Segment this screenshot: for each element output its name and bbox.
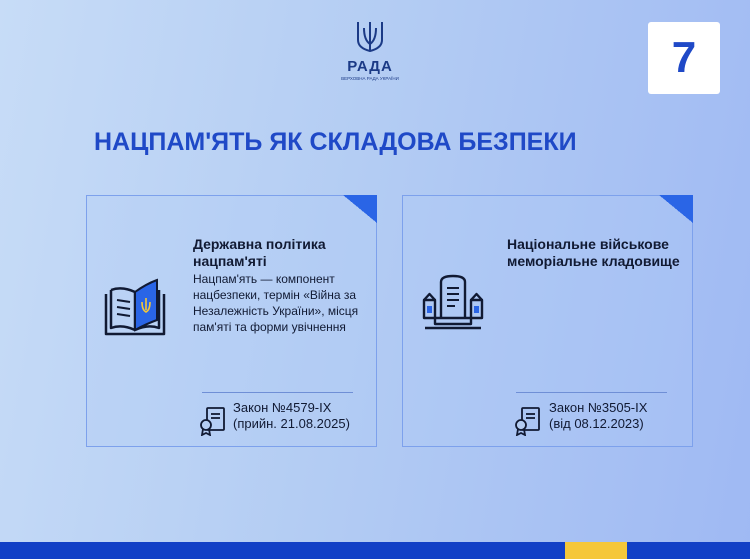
card-military-memorial-cemetery [402,195,693,447]
divider [516,392,667,393]
law-date: (від 08.12.2023) [549,416,644,431]
card-corner-decoration [343,195,377,223]
logo-subtitle: ВЕРХОВНА РАДА УКРАЇНИ [341,76,399,81]
bottom-bar [0,542,750,559]
card-national-memory-policy [86,195,377,447]
card-title: Національне військове меморіальне кладовище [507,236,680,269]
memorial-icon [421,274,485,335]
page-title: НАЦПАМ'ЯТЬ ЯК СКЛАДОВА БЕЗПЕКИ [94,128,577,156]
document-seal-icon [513,406,543,441]
trident-icon [355,20,385,54]
card-description: Нацпам'ять — компонент нацбезпеки, термін «Війна за Незалежність України», місця пам'яті та форми увічнення [193,272,359,334]
card-corner-decoration [659,195,693,223]
law-date: (прийн. 21.08.2025) [233,416,350,431]
divider [202,392,353,393]
law-number: Закон №3505-IX [549,400,648,415]
document-seal-icon [198,406,228,441]
book-icon [102,276,168,347]
card-title: Державна політика нацпам'яті [193,236,326,269]
logo-title: РАДА [347,58,393,75]
rada-logo [335,20,405,81]
bottom-bar-accent [565,542,627,559]
law-number: Закон №4579-IX [233,400,332,415]
page-number: 7 [648,22,720,94]
